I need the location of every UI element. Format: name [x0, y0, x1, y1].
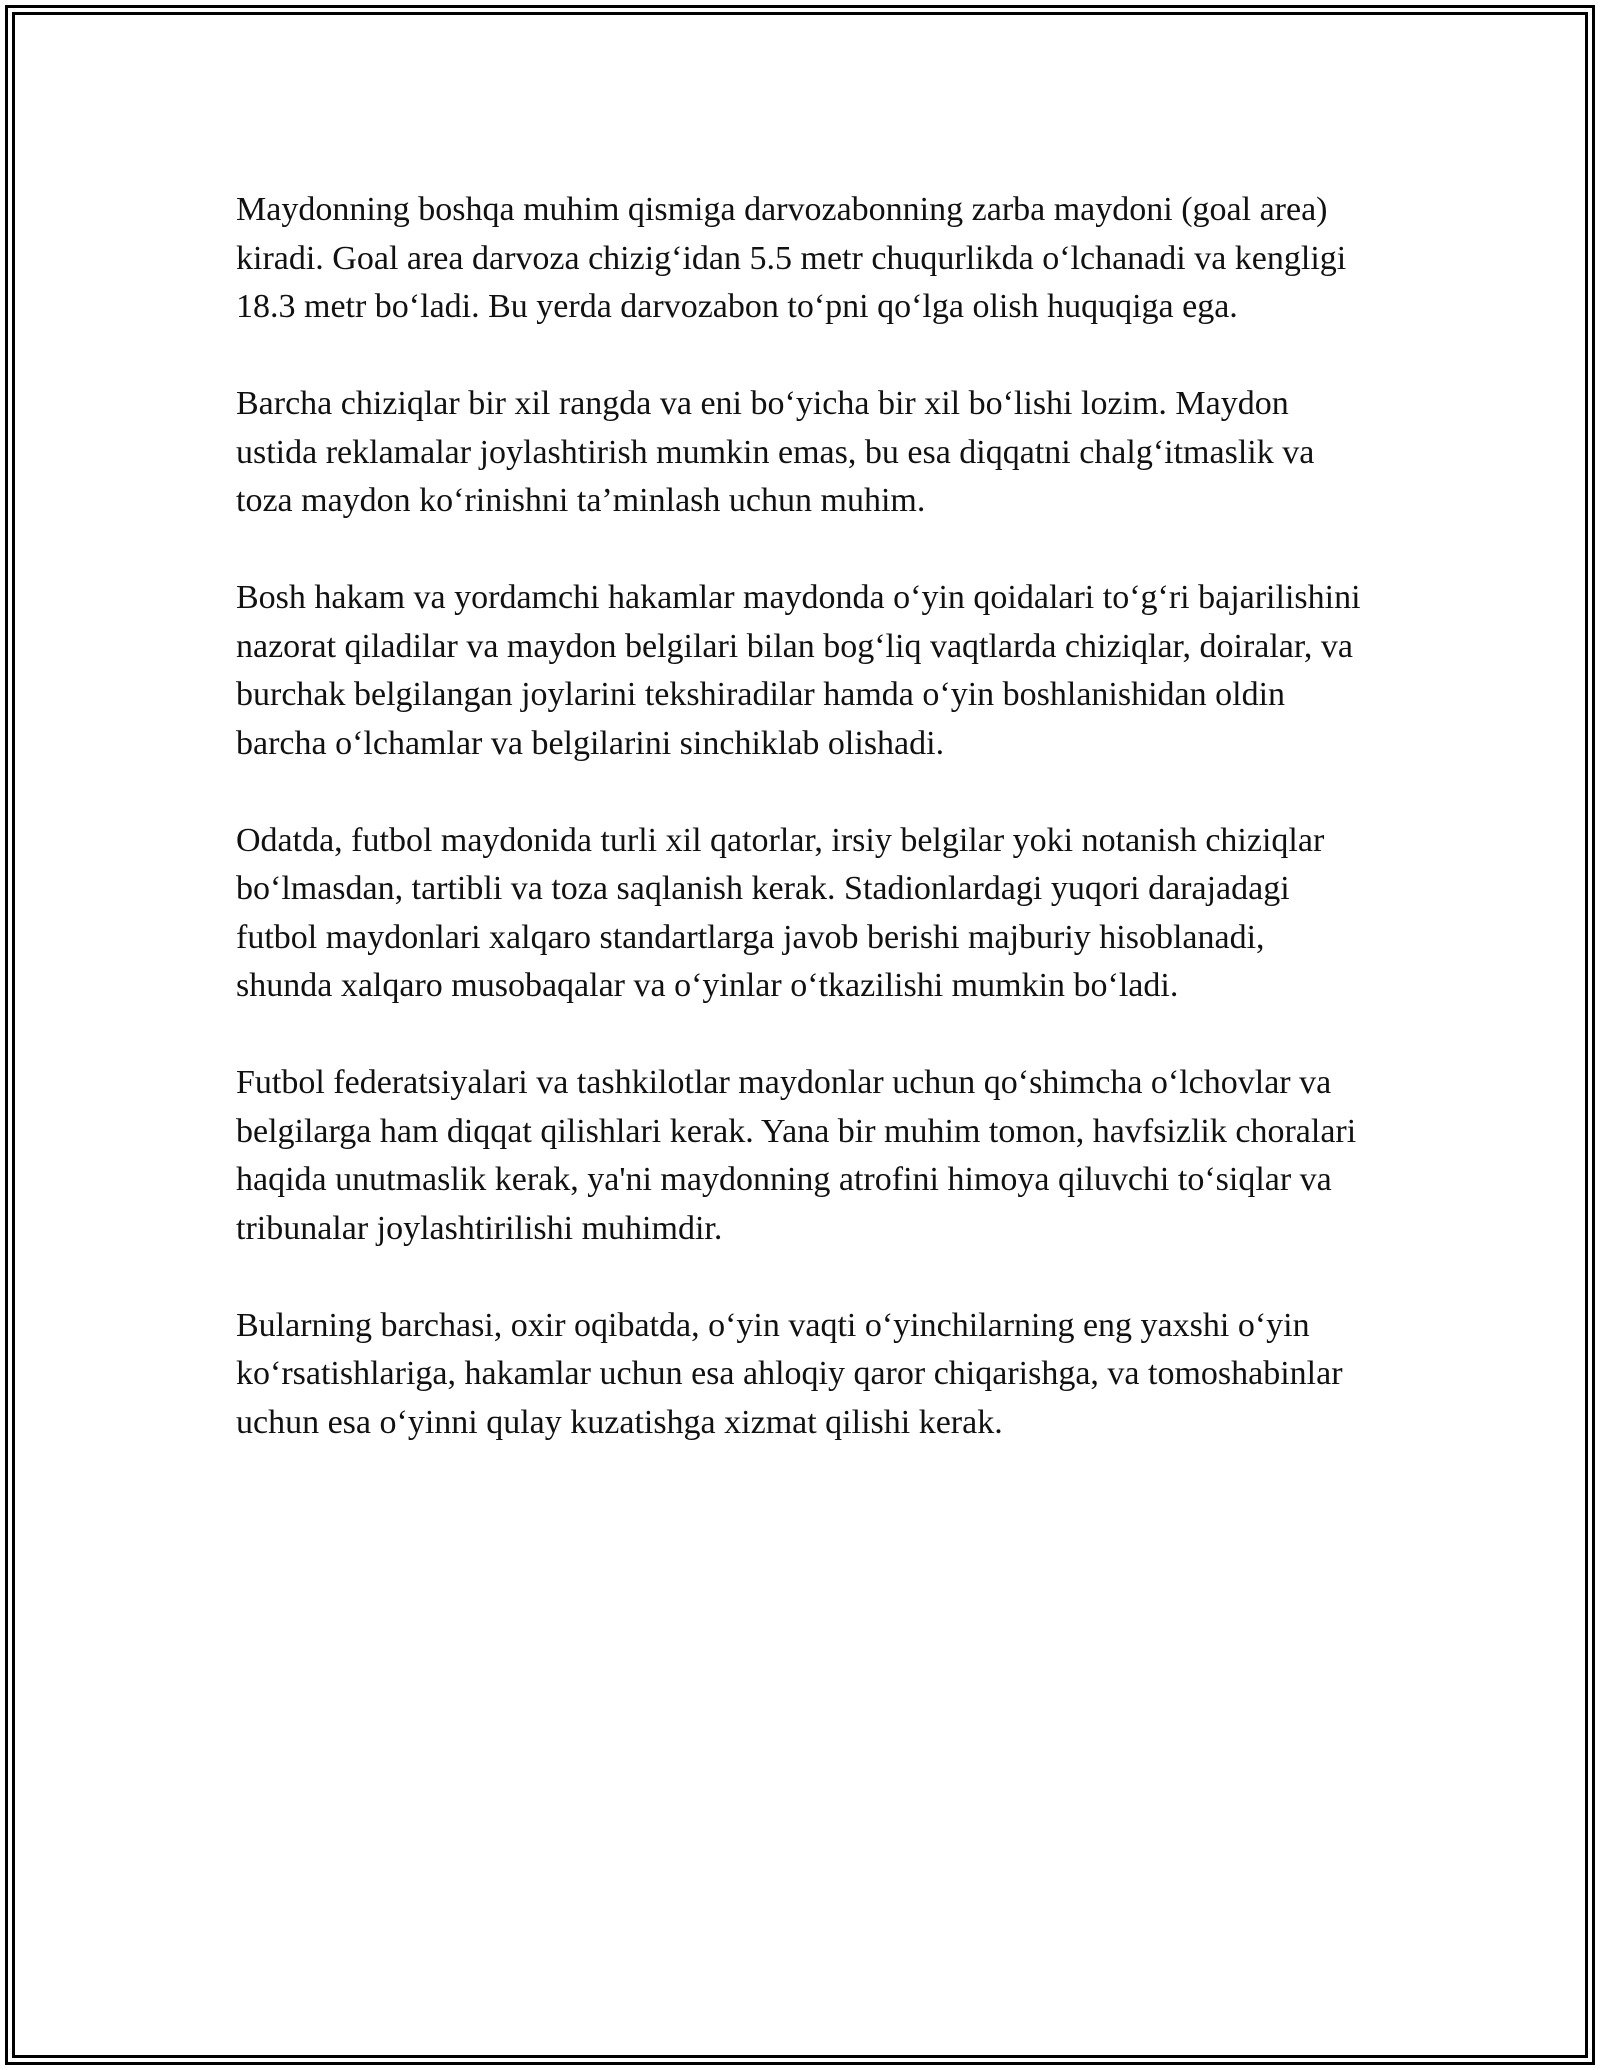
- paragraph-referees: Bosh hakam va yordamchi hakamlar maydonda o‘yin qoidalari to‘g‘ri bajarilishini nazorat qiladilar va maydon belgilari bilan bog‘liq vaqtlarda chiziqlar, doiralar, va burchak belgilangan joylarini tekshiradilar hamda o‘yin boshlanishidan oldin barcha o‘lchamlar va belgilarini sinchiklab olishadi.: [236, 579, 1361, 762]
- document-body: [236, 186, 1366, 1447]
- paragraph-standards: Odatda, futbol maydonida turli xil qatorlar, irsiy belgilar yoki notanish chiziqlar bo‘lmasdan, tartibli va toza saqlanish kerak. Stadionlardagi yuqori darajadagi futbol maydonlari xalqaro standartlarga javob berishi majburiy hisoblanadi, shunda xalqaro musobaqalar va o‘yinlar o‘tkazilishi mumkin bo‘ladi.: [236, 821, 1325, 1004]
- paragraph-goal-area: Maydonning boshqa muhim qismiga darvozabonning zarba maydoni (goal area) kiradi. Goal area darvoza chizig‘idan 5.5 metr chuqurlikda o‘lchanadi va kengligi 18.3 metr bo‘ladi. Bu yerda darvozabon to‘pni qo‘lga olish huquqiga ega.: [236, 191, 1347, 325]
- paragraph-lines: Barcha chiziqlar bir xil rangda va eni bo‘yicha bir xil bo‘lishi lozim. Maydon ustida reklamalar joylashtirish mumkin emas, bu esa diqqatni chalg‘itmaslik va toza maydon ko‘rinishni ta’minlash uchun muhim.: [236, 385, 1315, 519]
- paragraph-federations: Futbol federatsiyalari va tashkilotlar maydonlar uchun qo‘shimcha o‘lchovlar va belgilarga ham diqqat qilishlari kerak. Yana bir muhim tomon, havfsizlik choralari haqida unutmaslik kerak, ya'ni maydonning atrofini himoya qiluvchi to‘siqlar va tribunalar joylashtirilishi muhimdir.: [236, 1064, 1357, 1247]
- paragraph-conclusion: Bularning barchasi, oxir oqibatda, o‘yin vaqti o‘yinchilarning eng yaxshi o‘yin ko‘rsatishlariga, hakamlar uchun esa ahloqiy qaror chiqarishga, va tomoshabinlar uchun esa o‘yinni qulay kuzatishga xizmat qilishi kerak.: [236, 1306, 1343, 1441]
